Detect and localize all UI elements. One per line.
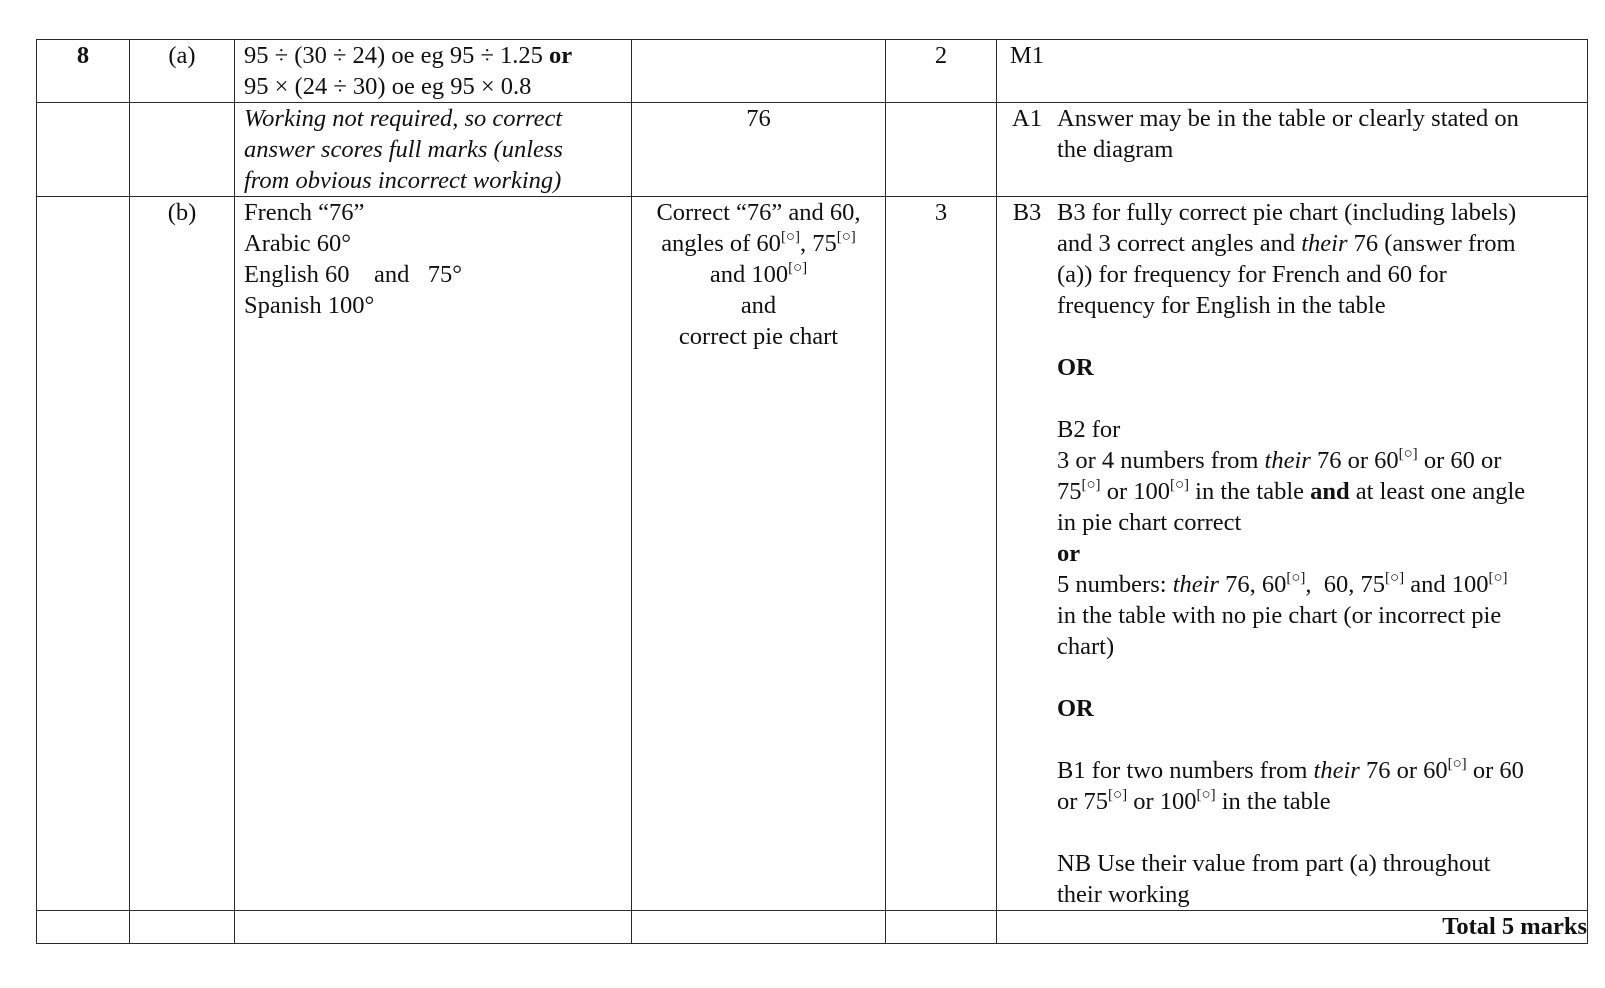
guidance-text-a: Answer may be in the table or clearly stated on the diagram bbox=[1057, 105, 1519, 163]
table-row bbox=[37, 40, 1588, 103]
table-row bbox=[37, 197, 1588, 911]
answer-cell-b: Correct “76” and 60, angles of 60[○], 75[○] and 100[○] and correct pie chart bbox=[632, 197, 886, 911]
working-cell-a: 95 ÷ (30 ÷ 24) oe eg 95 ÷ 1.25 or 95 × (24 ÷ 30) oe eg 95 × 0.8 bbox=[235, 40, 632, 103]
table-row bbox=[37, 911, 1588, 944]
guidance-text-b: B3 for fully correct pie chart (including labels) and 3 correct angles and their 76 (answer from (a)) for frequency for French and 60 for frequency for English in the table OR B2 for 3 or 4 numbers from their 76 or 60[○] or 60 or 75[○] or 100[○] in the table and at least one angle in pie chart correct or 5 numbers: their 76, 60[○], 60, 75[○] and 100[○] in the table with no pie chart (or incorrect pie chart) OR B1 for two numbers from their 76 or 60[○] or 60 or 75[○] or 100[○] in the table NB Use their value from part (a) throughout their working bbox=[1057, 199, 1526, 908]
part-label-b: (b) bbox=[130, 197, 235, 911]
working-cell-b: French “76” Arabic 60° English 60 and 75° Spanish 100° bbox=[235, 197, 632, 911]
mark-code-m1: M1 bbox=[1009, 42, 1045, 69]
guidance-cell-a bbox=[997, 103, 1588, 197]
mark-code-b3: B3 bbox=[1012, 199, 1042, 226]
mark-code-a1: A1 bbox=[1012, 105, 1042, 132]
table-row bbox=[37, 103, 1588, 197]
guidance-cell-b bbox=[997, 197, 1588, 911]
mark-scheme-table bbox=[36, 39, 1588, 944]
part-label-a: (a) bbox=[130, 40, 235, 103]
question-number: 8 bbox=[37, 40, 130, 103]
working-note-a: Working not required, so correct answer scores full marks (unless from obvious incorrect working) bbox=[235, 103, 632, 197]
marks-cell-b: 3 bbox=[886, 197, 997, 911]
mark-code-cell-a bbox=[997, 40, 1588, 103]
answer-a: 76 bbox=[632, 103, 886, 197]
total-marks: Total 5 marks bbox=[997, 911, 1588, 944]
answer-cell-a bbox=[632, 40, 886, 103]
marks-cell-a: 2 bbox=[886, 40, 997, 103]
